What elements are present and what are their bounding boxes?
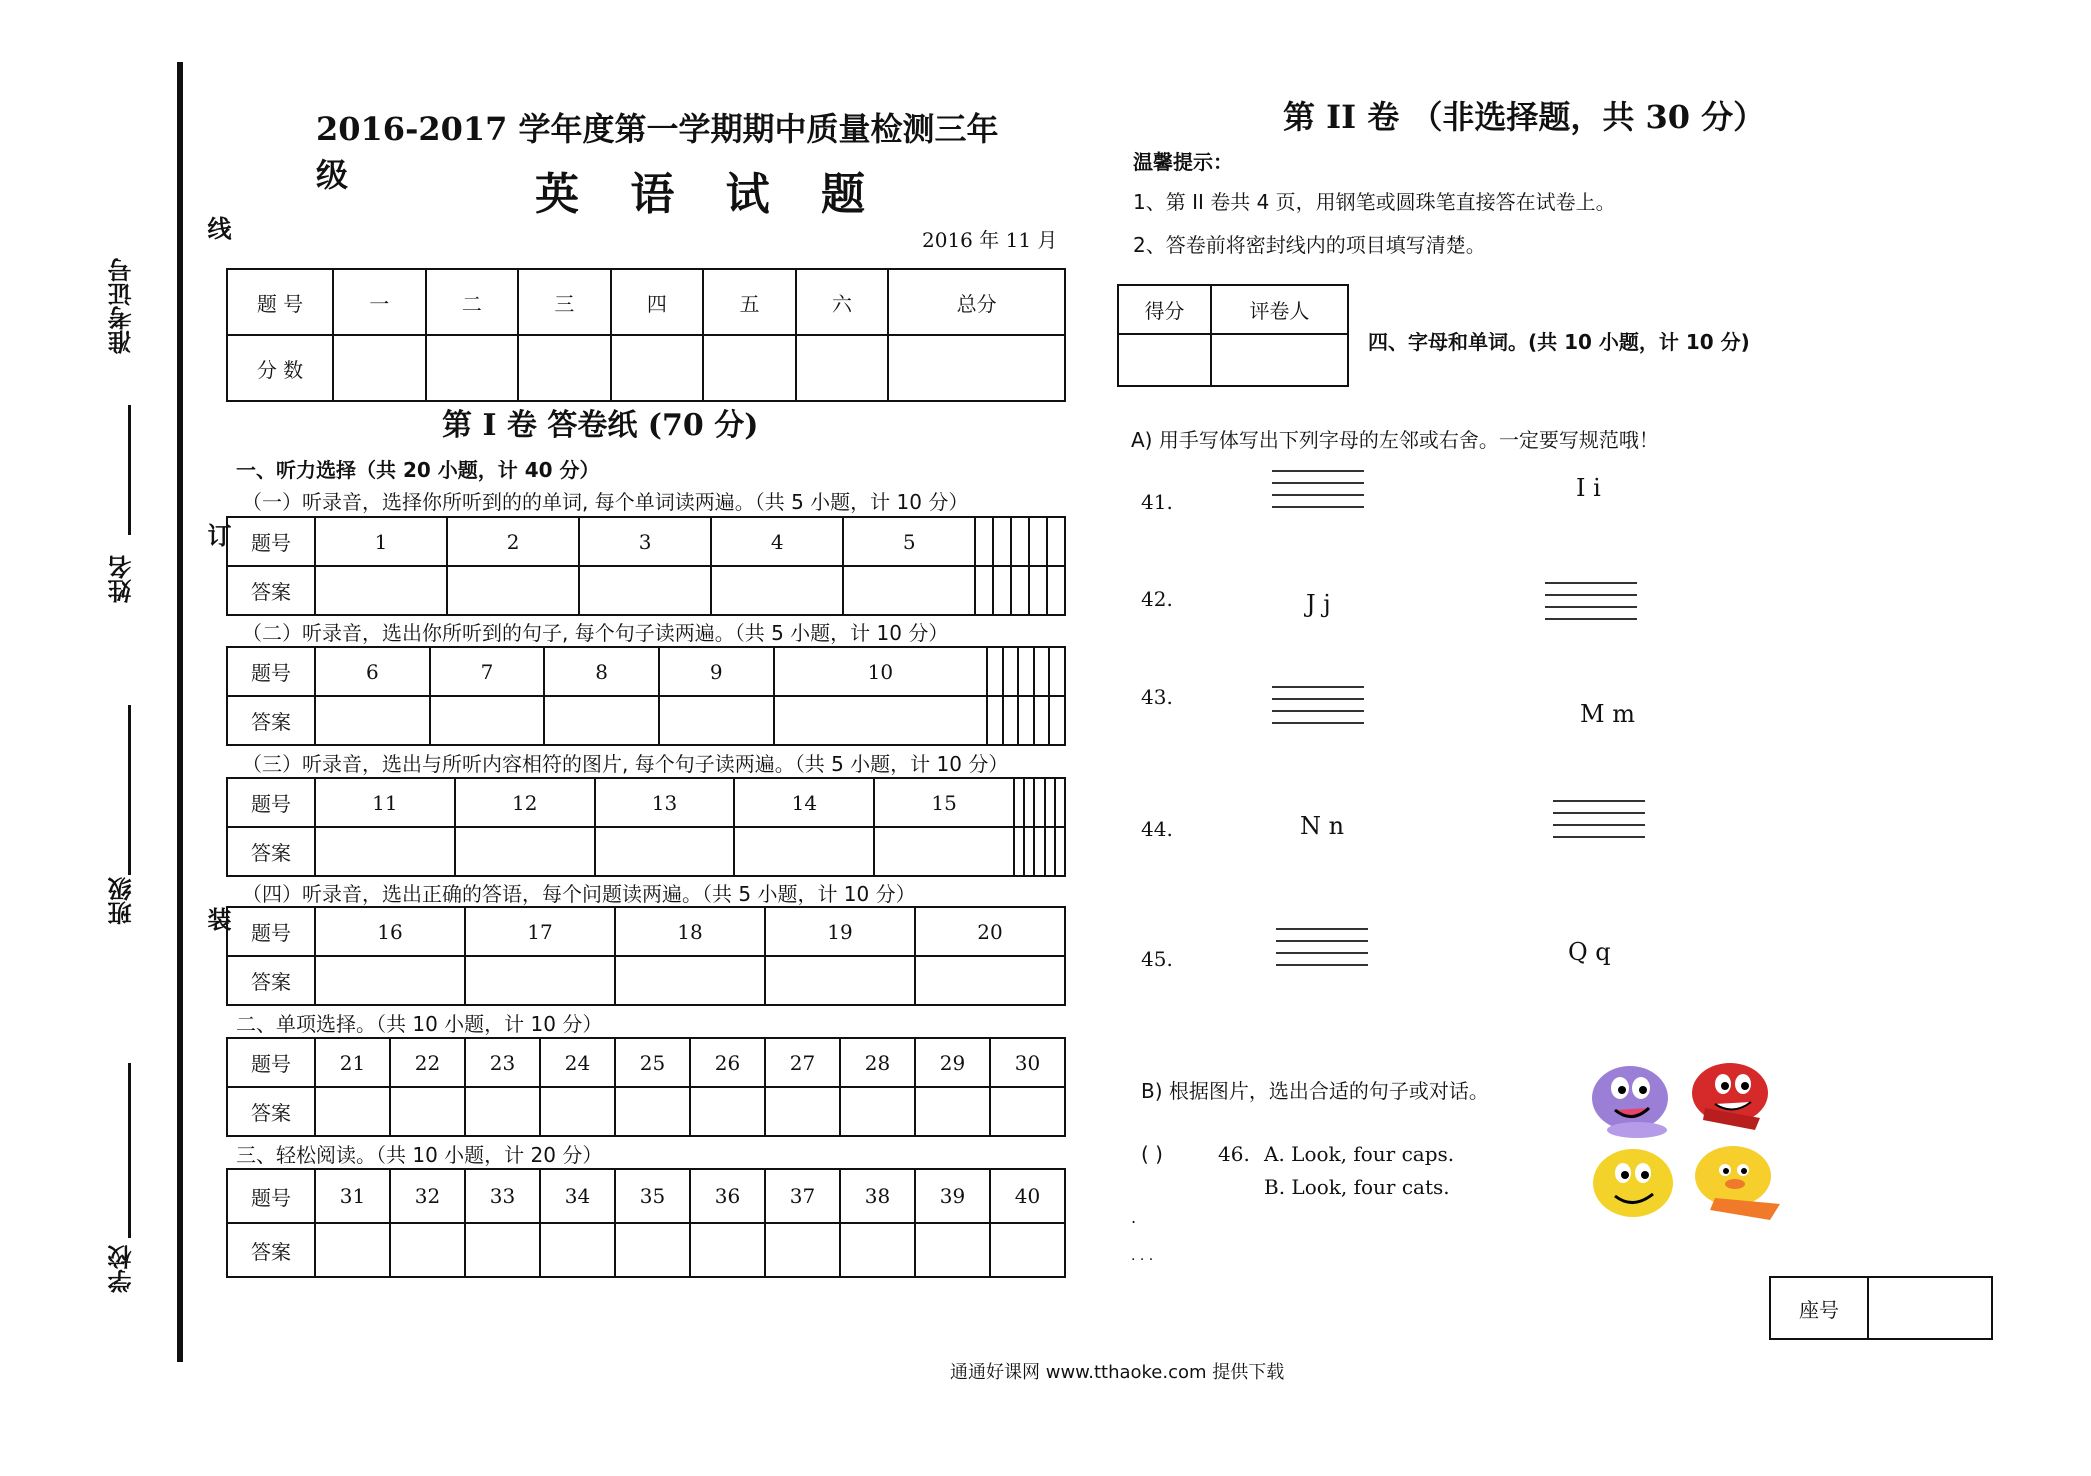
row-label-a: 答案	[227, 1223, 315, 1277]
answer-cell[interactable]	[987, 696, 1003, 745]
answer-cell[interactable]	[993, 566, 1011, 615]
score-cell	[611, 335, 704, 401]
section4-heading: 四、字母和单词。(共 10 小题，计 10 分)	[1368, 330, 1750, 354]
answer-cell[interactable]	[544, 696, 659, 745]
question-number-cell	[1034, 778, 1044, 827]
question-number-cell	[1034, 647, 1050, 696]
footer-text: 通通好课网 www.tthaoke.com 提供下载	[950, 1362, 1285, 1383]
question-number-cell: 33	[465, 1169, 540, 1223]
answer-cell[interactable]	[1055, 827, 1065, 876]
item-43-letter: M m	[1580, 700, 1635, 728]
exam-title: 2016-2017 学年度第一学期期中质量检测三年级	[316, 110, 999, 194]
answer-cell[interactable]	[390, 1223, 465, 1277]
question-number-cell: 12	[455, 778, 595, 827]
answer-cell[interactable]	[1049, 696, 1065, 745]
answer-cell[interactable]	[1045, 827, 1055, 876]
question-number-cell	[1003, 647, 1019, 696]
question-number-cell	[1055, 778, 1065, 827]
score-cell	[333, 335, 426, 401]
answer-cell[interactable]	[579, 566, 711, 615]
stray-dots: . . .	[1131, 1248, 1154, 1264]
q46-answer-bracket[interactable]: ( )	[1141, 1142, 1163, 1166]
answer-cell[interactable]	[1029, 566, 1047, 615]
score-header-6: 六	[796, 269, 889, 335]
question-number-cell: 20	[915, 907, 1065, 956]
subject-title: 英 语 试 题	[535, 169, 883, 220]
score-header-4: 四	[611, 269, 704, 335]
answer-cell[interactable]	[843, 566, 975, 615]
answer-cell[interactable]	[690, 1087, 765, 1136]
question-number-cell: 4	[711, 517, 843, 566]
question-number-cell: 28	[840, 1038, 915, 1087]
answer-cell[interactable]	[975, 566, 993, 615]
answer-cell[interactable]	[615, 1087, 690, 1136]
answer-cell[interactable]	[774, 696, 988, 745]
question-number-cell: 38	[840, 1169, 915, 1223]
q46-option-a: A. Look, four caps.	[1264, 1142, 1455, 1166]
answer-table-3	[226, 777, 1066, 877]
answer-cell[interactable]	[315, 566, 447, 615]
question-number-cell	[993, 517, 1011, 566]
answer-table-6	[226, 1168, 1066, 1278]
question-number-cell	[975, 517, 993, 566]
grader-score-label: 得分	[1118, 285, 1211, 334]
class-blank	[128, 1063, 131, 1238]
answer-cell[interactable]	[690, 1223, 765, 1277]
answer-cell[interactable]	[1003, 696, 1019, 745]
question-number-cell: 9	[659, 647, 774, 696]
caps-illustration-icon	[1585, 1058, 1785, 1238]
answer-cell[interactable]	[1018, 696, 1034, 745]
answer-cell[interactable]	[430, 696, 545, 745]
answer-cell[interactable]	[315, 956, 465, 1005]
question-number-cell: 21	[315, 1038, 390, 1087]
score-cell	[796, 335, 889, 401]
row-label-q: 题号	[227, 907, 315, 956]
answer-cell[interactable]	[765, 1223, 840, 1277]
sub1-instructions: （一）听录音，选择你所听到的的单词, 每个单词读两遍。（共 5 小题，计 10 分）	[242, 490, 969, 514]
question-number-cell: 6	[315, 647, 430, 696]
question-number-cell: 23	[465, 1038, 540, 1087]
answer-cell[interactable]	[734, 827, 874, 876]
question-number-cell	[1018, 647, 1034, 696]
question-number-cell	[1014, 778, 1024, 827]
class-label: 班级	[108, 877, 136, 925]
answer-cell[interactable]	[765, 1087, 840, 1136]
question-number-cell	[1029, 517, 1047, 566]
binding-mark-bind: 装	[203, 907, 232, 931]
sub4-instructions: （四）听录音，选出正确的答语，每个问题读两遍。（共 5 小题，计 10 分）	[242, 882, 916, 906]
question-number-cell: 18	[615, 907, 765, 956]
question-number-cell: 14	[734, 778, 874, 827]
writing-lines-43[interactable]	[1272, 686, 1364, 750]
question-number-cell: 34	[540, 1169, 615, 1223]
answer-cell[interactable]	[840, 1087, 915, 1136]
question-number-cell: 1	[315, 517, 447, 566]
question-number-cell: 22	[390, 1038, 465, 1087]
row-label-a: 答案	[227, 696, 315, 745]
question-number-cell: 8	[544, 647, 659, 696]
answer-cell[interactable]	[840, 1223, 915, 1277]
school-label: 学校	[108, 1245, 136, 1293]
answer-cell[interactable]	[1034, 827, 1044, 876]
item-42-number: 42.	[1141, 587, 1173, 611]
answer-table-5	[226, 1037, 1066, 1137]
answer-cell[interactable]	[315, 1223, 390, 1277]
row-label-a: 答案	[227, 827, 315, 876]
sub2-instructions: （二）听录音，选出你所听到的句子, 每个句子读两遍。（共 5 小题，计 10 分）	[242, 621, 949, 645]
section3-heading: 三、轻松阅读。（共 10 小题，计 20 分）	[236, 1143, 603, 1167]
item-44-letter: N n	[1300, 812, 1345, 840]
score-cell	[888, 335, 1065, 401]
writing-lines-42[interactable]	[1545, 582, 1637, 646]
question-number-cell: 26	[690, 1038, 765, 1087]
section1-heading: 一、听力选择（共 20 小题，计 40 分）	[236, 458, 600, 482]
answer-cell[interactable]	[540, 1087, 615, 1136]
score-header-5: 五	[703, 269, 796, 335]
question-number-cell: 35	[615, 1169, 690, 1223]
binding-mark-line: 线	[203, 216, 232, 240]
score-cell	[518, 335, 611, 401]
answer-cell[interactable]	[915, 956, 1065, 1005]
writing-lines-44[interactable]	[1553, 800, 1645, 864]
answer-cell[interactable]	[1011, 566, 1029, 615]
writing-lines-45[interactable]	[1276, 928, 1368, 992]
question-number-cell: 11	[315, 778, 455, 827]
score-header-total: 总分	[888, 269, 1065, 335]
row-label-a: 答案	[227, 566, 315, 615]
question-number-cell: 3	[579, 517, 711, 566]
question-number-cell: 25	[615, 1038, 690, 1087]
answer-cell[interactable]	[915, 1087, 990, 1136]
row-label-q: 题号	[227, 778, 315, 827]
item-44-number: 44.	[1141, 817, 1173, 841]
question-number-cell: 10	[774, 647, 988, 696]
caps-image	[1585, 1058, 1785, 1238]
answer-cell[interactable]	[315, 827, 455, 876]
answer-cell[interactable]	[540, 1223, 615, 1277]
question-number-cell: 37	[765, 1169, 840, 1223]
answer-cell[interactable]	[1014, 827, 1024, 876]
question-number-cell: 32	[390, 1169, 465, 1223]
answer-cell[interactable]	[595, 827, 735, 876]
question-number-cell: 2	[447, 517, 579, 566]
part2-title: 第 II 卷 （非选择题，共 30 分）	[1283, 98, 1766, 136]
answer-cell[interactable]	[315, 696, 430, 745]
grader-score-cell	[1118, 334, 1211, 386]
question-number-cell: 40	[990, 1169, 1065, 1223]
question-number-cell: 36	[690, 1169, 765, 1223]
partB-instructions: B) 根据图片，选出合适的句子或对话。	[1141, 1079, 1489, 1103]
seat-number-table	[1769, 1276, 1993, 1340]
answer-table-2	[226, 646, 1066, 746]
question-number-cell: 19	[765, 907, 915, 956]
seat-number-cell[interactable]	[1868, 1277, 1992, 1339]
question-number-cell: 5	[843, 517, 975, 566]
question-number-cell	[1047, 517, 1065, 566]
answer-cell[interactable]	[615, 956, 765, 1005]
grader-name-label: 评卷人	[1211, 285, 1348, 334]
answer-cell[interactable]	[465, 956, 615, 1005]
writing-lines-41[interactable]	[1272, 470, 1364, 534]
question-number-cell: 16	[315, 907, 465, 956]
part1-title: 第 I 卷 答卷纸 (70 分)	[442, 408, 759, 443]
q46-option-b: B. Look, four cats.	[1264, 1175, 1450, 1199]
score-table	[226, 268, 1066, 402]
question-number-cell: 7	[430, 647, 545, 696]
answer-cell[interactable]	[390, 1087, 465, 1136]
answer-cell[interactable]	[1024, 827, 1034, 876]
row-label-a: 答案	[227, 956, 315, 1005]
section2-heading: 二、单项选择。（共 10 小题，计 10 分）	[236, 1012, 603, 1036]
question-number-cell	[1024, 778, 1034, 827]
item-41-letter: I i	[1576, 474, 1601, 502]
name-label: 姓名	[108, 555, 136, 603]
row-label-q: 题号	[227, 1038, 315, 1087]
binding-mark-staple: 订	[203, 523, 232, 547]
question-number-cell: 29	[915, 1038, 990, 1087]
score-cell	[426, 335, 519, 401]
sub3-instructions: （三）听录音，选出与所听内容相符的图片, 每个句子读两遍。（共 5 小题，计 10 分）	[242, 752, 1009, 776]
tips-title: 温馨提示：	[1133, 150, 1233, 174]
question-number-cell	[1045, 778, 1055, 827]
question-number-cell: 15	[874, 778, 1014, 827]
answer-cell[interactable]	[874, 827, 1014, 876]
question-number-cell	[987, 647, 1003, 696]
question-number-cell	[1049, 647, 1065, 696]
row-label-a: 答案	[227, 1087, 315, 1136]
item-45-letter: Q q	[1568, 938, 1611, 966]
question-number-cell: 17	[465, 907, 615, 956]
question-number-cell: 30	[990, 1038, 1065, 1087]
question-number-cell: 24	[540, 1038, 615, 1087]
answer-cell[interactable]	[455, 827, 595, 876]
tip-2: 2、答卷前将密封线内的项目填写清楚。	[1133, 233, 1486, 257]
answer-cell[interactable]	[615, 1223, 690, 1277]
name-blank	[128, 705, 131, 875]
row-label-q: 题号	[227, 647, 315, 696]
answer-cell[interactable]	[465, 1087, 540, 1136]
answer-cell[interactable]	[711, 566, 843, 615]
item-41-number: 41.	[1141, 490, 1173, 514]
answer-table-4	[226, 906, 1066, 1006]
answer-cell[interactable]	[315, 1087, 390, 1136]
partA-instructions: A) 用手写体写出下列字母的左邻或右舍。一定要写规范哦！	[1131, 428, 1659, 452]
answer-table-1	[226, 516, 1066, 616]
score-header-3: 三	[518, 269, 611, 335]
row-label-q: 题号	[227, 1169, 315, 1223]
q46-number: 46.	[1218, 1142, 1250, 1166]
question-number-cell: 31	[315, 1169, 390, 1223]
answer-cell[interactable]	[915, 1223, 990, 1277]
score-header-label: 题 号	[227, 269, 333, 335]
score-header-2: 二	[426, 269, 519, 335]
item-45-number: 45.	[1141, 947, 1173, 971]
exam-number-label: 准考证号	[108, 258, 136, 354]
answer-cell[interactable]	[765, 956, 915, 1005]
exam-date: 2016 年 11 月	[922, 228, 1058, 252]
question-number-cell: 27	[765, 1038, 840, 1087]
seat-number-label: 座号	[1770, 1277, 1868, 1339]
item-43-number: 43.	[1141, 685, 1173, 709]
answer-cell[interactable]	[465, 1223, 540, 1277]
answer-cell[interactable]	[1034, 696, 1050, 745]
answer-cell[interactable]	[990, 1087, 1065, 1136]
grader-table	[1117, 284, 1349, 387]
answer-cell[interactable]	[659, 696, 774, 745]
score-cell	[703, 335, 796, 401]
item-42-letter: J j	[1306, 590, 1331, 618]
binding-line	[177, 62, 183, 1362]
score-header-1: 一	[333, 269, 426, 335]
stray-dot: .	[1131, 1208, 1137, 1227]
exam-number-blank	[128, 405, 131, 535]
question-number-cell	[1011, 517, 1029, 566]
answer-cell[interactable]	[990, 1223, 1065, 1277]
question-number-cell: 39	[915, 1169, 990, 1223]
answer-cell[interactable]	[447, 566, 579, 615]
grader-name-cell	[1211, 334, 1348, 386]
answer-cell[interactable]	[1047, 566, 1065, 615]
row-label-q: 题号	[227, 517, 315, 566]
tip-1: 1、第 II 卷共 4 页，用钢笔或圆珠笔直接答在试卷上。	[1133, 190, 1616, 214]
question-number-cell: 13	[595, 778, 735, 827]
score-row-label: 分 数	[227, 335, 333, 401]
